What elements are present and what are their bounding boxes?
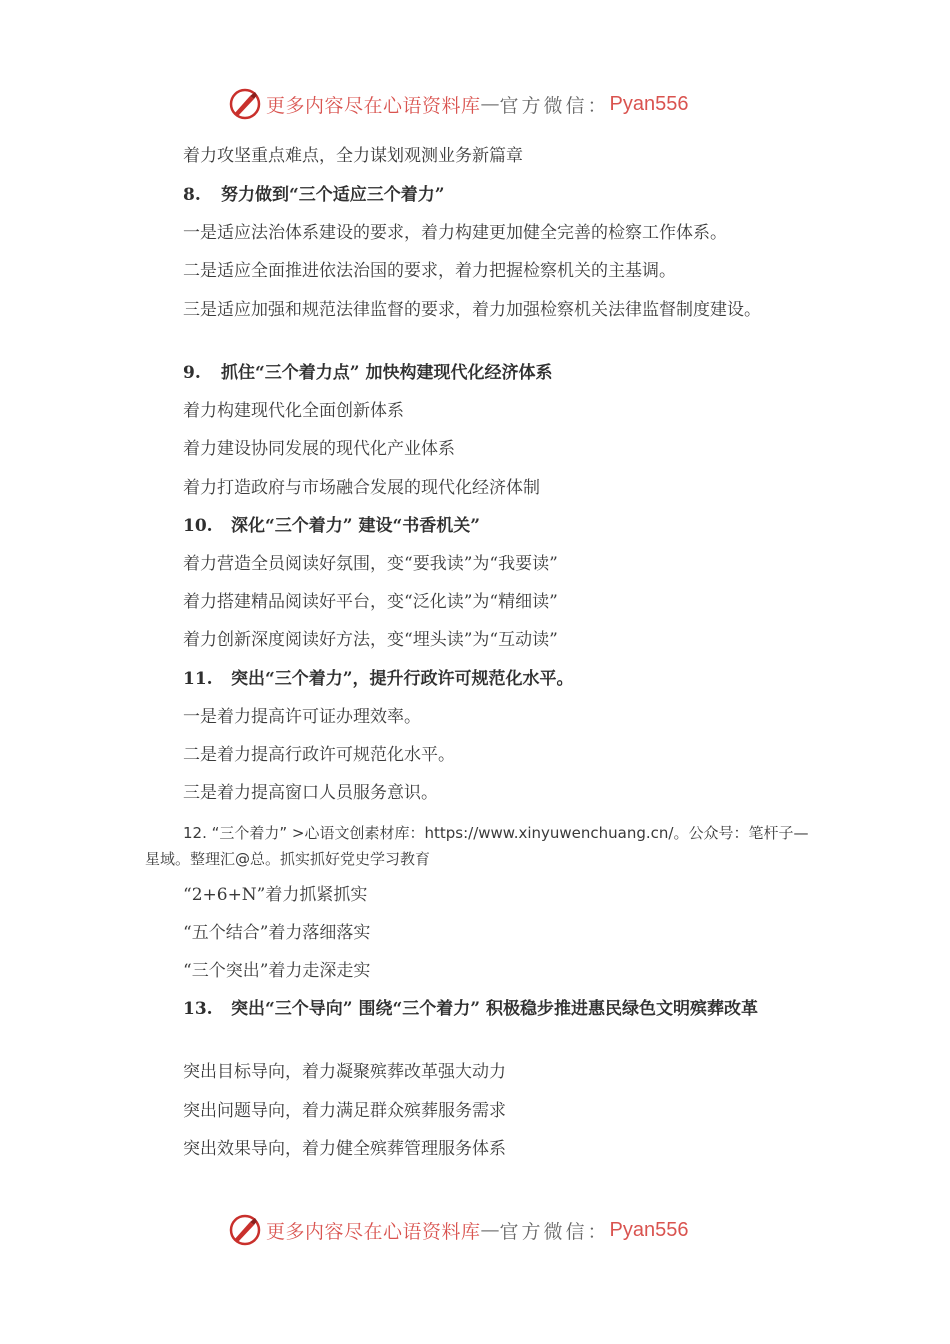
paragraph: 着力打造政府与市场融合发展的现代化经济体制 [183,478,540,498]
paragraph: “五个结合”着力落细落实 [183,923,371,943]
header-banner [228,84,689,124]
paragraph: “三个突出”着力走深走实 [183,961,371,981]
paragraph: 突出效果导向，着力健全殡葬管理服务体系 [183,1139,506,1159]
banner-wechat-id: Pyan556 [609,1218,689,1241]
paragraph: 一是着力提高许可证办理效率。 [183,707,421,727]
section-heading [145,361,810,385]
banner-separator: — [480,93,500,115]
paragraph: 突出问题导向，着力满足群众殡葬服务需求 [183,1101,506,1121]
banner-separator: — [480,1219,500,1241]
heading-number: 9. [183,363,201,383]
paragraph: 着力建设协同发展的现代化产业体系 [183,439,455,459]
heading-number: 10. [183,516,213,536]
heading-text: 深化“三个着力” 建设“书香机关” [231,516,481,536]
heading-text: 突出“三个着力”，提升行政许可规范化水平。 [231,669,574,689]
source-note: 12. “三个着力” >心语文创素材库：https://www.xinyuwenchuang.cn/。公众号：笔杆子—星域。整理汇@总。抓实抓好党史学习教育 [145,824,809,868]
banner-text: 更多内容尽在心语资料库 [266,94,481,117]
banner-wechat-label: 官方微信： [499,1220,610,1243]
paragraph: 突出目标导向，着力凝聚殡葬改革强大动力 [183,1062,506,1082]
heading-number: 13. [183,999,213,1019]
paragraph: 着力搭建精品阅读好平台，变“泛化读”为“精细读” [183,592,558,612]
heading-number: 11. [183,669,213,689]
banner-text: 更多内容尽在心语资料库 [266,1220,481,1243]
paragraph: 着力构建现代化全面创新体系 [183,401,404,421]
paragraph: 着力创新深度阅读好方法，变“埋头读”为“互动读” [183,630,558,650]
paragraph: 一是适应法治体系建设的要求，着力构建更加健全完善的检察工作体系。 [183,223,727,243]
banner-wechat-id: Pyan556 [609,92,689,115]
pen-logo-icon [228,1213,262,1247]
heading-number: 8. [183,185,201,205]
paragraph: “2+6+N”着力抓紧抓实 [183,885,368,905]
paragraph: 着力攻坚重点难点，全力谋划观测业务新篇章 [183,146,523,166]
section-heading [145,667,810,691]
heading-text: 抓住“三个着力点” 加快构建现代化经济体系 [221,363,553,383]
section-heading [145,997,810,1021]
paragraph: 二是着力提高行政许可规范化水平。 [183,745,455,765]
banner-wechat-label: 官方微信： [499,94,610,117]
section-heading [145,514,810,538]
pen-logo-icon [228,87,262,121]
paragraph: 三是适应加强和规范法律监督的要求，着力加强检察机关法律监督制度建设。 [183,300,761,320]
section-heading [145,183,810,207]
heading-text: 突出“三个导向” 围绕“三个着力” 积极稳步推进惠民绿色文明殡葬改革 [231,999,758,1019]
paragraph: 三是着力提高窗口人员服务意识。 [183,783,438,803]
heading-text: 努力做到“三个适应三个着力” [221,185,445,205]
paragraph: 二是适应全面推进依法治国的要求，着力把握检察机关的主基调。 [183,261,676,281]
footer-banner [228,1210,689,1250]
paragraph: 着力营造全员阅读好氛围，变“要我读”为“我要读” [183,554,558,574]
